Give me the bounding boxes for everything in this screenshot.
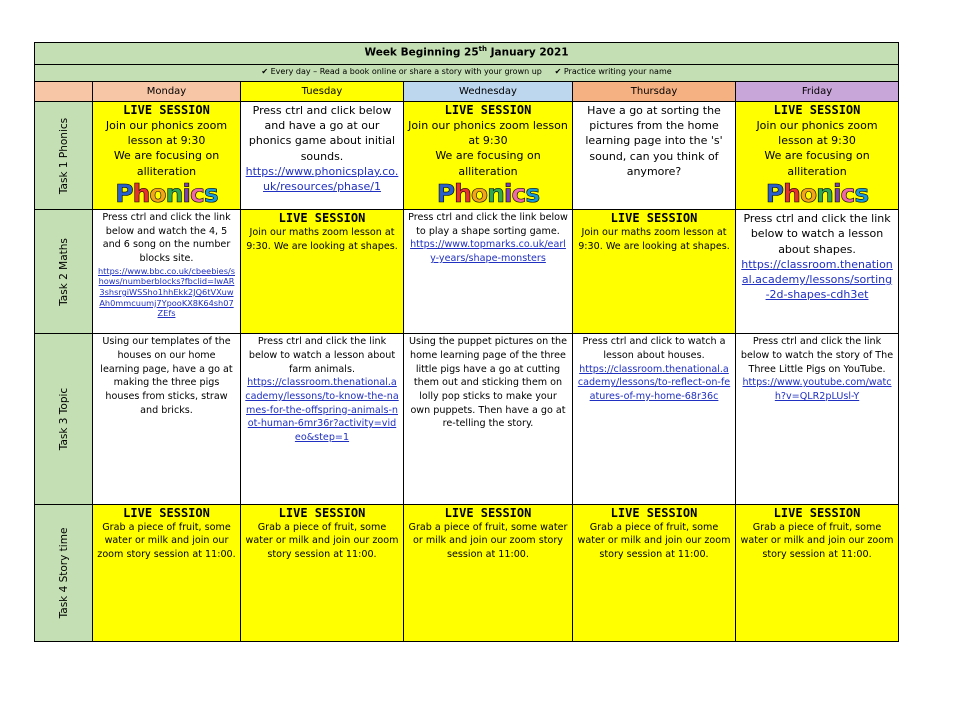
daily-activities-banner [35,65,899,82]
task-label-story-time: Task 4 Story time [35,504,93,641]
day-header-tuesday: Tuesday [241,82,404,102]
live-session-label: LIVE SESSION [278,505,366,520]
topmarks-link[interactable]: https://www.topmarks.co.uk/early-years/shape-monsters [410,239,566,265]
topic-friday: Press ctrl and click the link below to watch the story of The Three Little Pigs on YouTube. https://www.youtube.com/watch?v=QLR2pLUsl-Y [736,334,899,504]
day-header-monday: Monday [93,82,241,102]
story-thursday: LIVE SESSION Grab a piece of fruit, some water or milk and join our zoom story session at 11:00. [573,504,736,641]
task-label-topic: Task 3 Topic [35,334,93,504]
corner-cell [35,82,93,102]
task-label-phonics: Task 1 Phonics [35,102,93,210]
phonics-thursday: Have a go at sorting the pictures from the home learning page into the 's' sound, can you think of anymore? [573,102,736,210]
task-label-maths: Task 2 Maths [35,210,93,334]
daily-reading-note: Every day – Read a book online or share a story with your grown up [268,67,542,77]
live-session-label: LIVE SESSION [278,211,366,226]
week-title: Week Beginning 25th January 2021 [35,43,899,65]
oak-houses-link[interactable]: https://classroom.thenational.academy/lessons/to-reflect-on-features-of-my-home-68r36c [577,363,731,402]
maths-thursday: LIVE SESSION Join our maths zoom lesson at 9:30. We are looking at shapes. [573,210,736,334]
live-session-label: LIVE SESSION [773,505,861,520]
story-wednesday: LIVE SESSION Grab a piece of fruit, some water or milk and join our zoom story session at 11:00. [404,504,573,641]
live-session-label: LIVE SESSION [610,505,698,520]
phonics-friday: LIVE SESSION Join our phonics zoom lesson at 9:30 We are focusing on alliteration Phonics [736,102,899,210]
day-header-wednesday: Wednesday [404,82,573,102]
live-session-label: LIVE SESSION [444,505,532,520]
phonics-logo: Phonics [115,178,218,208]
topic-thursday: Press ctrl and click to watch a lesson about houses. https://classroom.thenational.academy/lessons/to-reflect-on-features-of-my-home-68r36c [573,334,736,504]
phonicsplay-link[interactable]: https://www.phonicsplay.co.uk/resources/phase/1 [245,164,399,193]
oak-shapes-link[interactable]: https://classroom.thenational.academy/lessons/sorting-2d-shapes-cdh3et [741,257,893,302]
numberblocks-link[interactable]: https://www.bbc.co.uk/cbeebies/shows/numberblocks?fbclid=IwAR3shsrgiWSSho1hhEkk2JQ6tVXuwAh0mmcuumj7YpooKX8K64sh07ZEfs [97,265,235,319]
phonics-logo: Phonics [765,178,869,208]
maths-tuesday: LIVE SESSION Join our maths zoom lesson at 9:30. We are looking at shapes. [241,210,404,334]
checkmark-icon: ✔ [261,67,269,77]
live-session-label: LIVE SESSION [444,103,532,118]
day-header-friday: Friday [736,82,899,102]
story-monday: LIVE SESSION Grab a piece of fruit, some water or milk and join our zoom story session at 11:00. [93,504,241,641]
topic-wednesday: Using the puppet pictures on the home learning page of the three little pigs have a go at cutting them out and sticking them on lolly pop sticks to make your own puppets. Then have a go at re-telling the story. [404,334,573,504]
youtube-three-pigs-link[interactable]: https://www.youtube.com/watch?v=QLR2pLUsl-Y [742,377,892,402]
live-session-label: LIVE SESSION [123,103,210,118]
topic-tuesday: Press ctrl and click the link below to watch a lesson about farm animals. https://classroom.thenational.academy/lessons/to-know-the-names-for-the-offspring-animals-not-human-6mr36r?activity=video&step=1 [241,334,404,504]
maths-monday: Press ctrl and click the link below and watch the 4, 5 and 6 song on the number blocks site. https://www.bbc.co.uk/cbeebies/shows/numberblocks?fbclid=IwAR3shsrgiWSSho1hhEkk2JQ6tVXuwAh0mmcuumj7YpooKX8K64sh07ZEfs [93,210,241,334]
live-session-label: LIVE SESSION [123,505,210,520]
phonics-logo: Phonics [436,178,540,208]
topic-monday: Using our templates of the houses on our home learning page, have a go at making the three pigs houses from sticks, straw and bricks. [93,334,241,504]
checkmark-icon: ✔ [554,67,562,77]
live-session-label: LIVE SESSION [610,211,698,226]
story-tuesday: LIVE SESSION Grab a piece of fruit, some water or milk and join our zoom story session at 11:00. [241,504,404,641]
phonics-tuesday: Press ctrl and click below and have a go at our phonics game about initial sounds. https://www.phonicsplay.co.uk/resources/phase/1 [241,102,404,210]
name-writing-note: Practice writing your name [563,67,672,77]
maths-wednesday: Press ctrl and click the link below to play a shape sorting game. https://www.topmarks.co.uk/early-years/shape-monsters [404,210,573,334]
oak-farm-animals-link[interactable]: https://classroom.thenational.academy/lessons/to-know-the-names-for-the-offspring-animals-not-human-6mr36r?activity=video&step=1 [245,377,399,443]
weekly-timetable [34,42,899,642]
phonics-wednesday: LIVE SESSION Join our phonics zoom lesson at 9:30 We are focusing on alliteration Phonics [404,102,573,210]
story-friday: LIVE SESSION Grab a piece of fruit, some water or milk and join our zoom story session at 11:00. [736,504,899,641]
maths-friday: Press ctrl and click the link below to watch a lesson about shapes. https://classroom.thenational.academy/lessons/sorting-2d-shapes-cdh3et [736,210,899,334]
live-session-label: LIVE SESSION [773,103,861,118]
phonics-monday: LIVE SESSION Join our phonics zoom lesson at 9:30 We are focusing on alliteration Phonics [93,102,241,210]
day-header-thursday: Thursday [573,82,736,102]
